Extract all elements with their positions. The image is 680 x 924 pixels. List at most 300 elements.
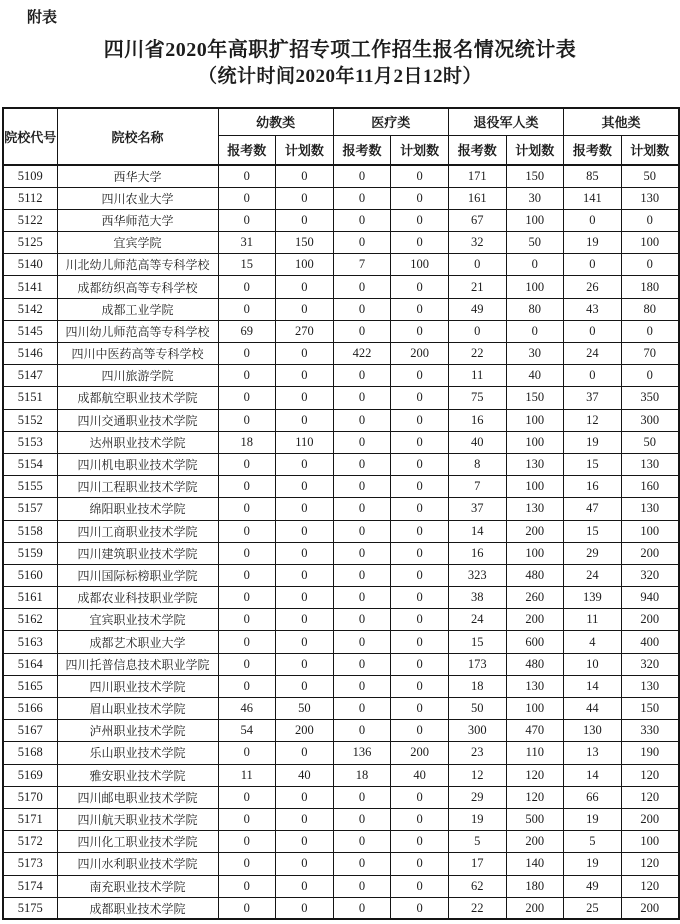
institution-code-cell: 5174 [3, 875, 57, 897]
subheader-applicants: 报考数 [218, 135, 276, 165]
value-cell: 150 [276, 232, 334, 254]
value-cell: 0 [218, 675, 276, 697]
value-cell: 100 [506, 698, 564, 720]
value-cell: 136 [333, 742, 391, 764]
value-cell: 24 [448, 609, 506, 631]
value-cell: 0 [276, 897, 334, 919]
value-cell: 100 [506, 209, 564, 231]
institution-name-cell: 四川职业技术学院 [57, 675, 218, 697]
value-cell: 19 [564, 853, 622, 875]
institution-code-cell: 5157 [3, 498, 57, 520]
value-cell: 110 [506, 742, 564, 764]
value-cell: 320 [621, 653, 679, 675]
header-group-row [3, 108, 679, 135]
value-cell: 940 [621, 587, 679, 609]
col-header-institution-code: 院校代号 [3, 108, 57, 165]
value-cell: 120 [506, 764, 564, 786]
value-cell: 300 [621, 409, 679, 431]
value-cell: 54 [218, 720, 276, 742]
value-cell: 0 [276, 808, 334, 830]
value-cell: 141 [564, 187, 622, 209]
value-cell: 0 [218, 520, 276, 542]
table-row [3, 254, 679, 276]
value-cell: 0 [276, 875, 334, 897]
value-cell: 0 [218, 453, 276, 475]
institution-name-cell: 四川建筑职业技术学院 [57, 542, 218, 564]
institution-name-cell: 南充职业技术学院 [57, 875, 218, 897]
value-cell: 0 [218, 587, 276, 609]
institution-name-cell: 四川中医药高等专科学校 [57, 343, 218, 365]
value-cell: 150 [506, 387, 564, 409]
value-cell: 0 [333, 276, 391, 298]
institution-name-cell: 成都纺织高等专科学校 [57, 276, 218, 298]
institution-code-cell: 5141 [3, 276, 57, 298]
value-cell: 0 [276, 653, 334, 675]
institution-name-cell: 四川工商职业技术学院 [57, 520, 218, 542]
value-cell: 0 [506, 320, 564, 342]
value-cell: 0 [276, 476, 334, 498]
institution-name-cell: 四川农业大学 [57, 187, 218, 209]
value-cell: 0 [333, 675, 391, 697]
value-cell: 0 [333, 698, 391, 720]
value-cell: 323 [448, 564, 506, 586]
value-cell: 25 [564, 897, 622, 919]
value-cell: 0 [391, 786, 449, 808]
value-cell: 0 [506, 254, 564, 276]
value-cell: 0 [333, 853, 391, 875]
institution-name-cell: 西华师范大学 [57, 209, 218, 231]
value-cell: 0 [391, 609, 449, 631]
value-cell: 130 [506, 498, 564, 520]
value-cell: 0 [391, 276, 449, 298]
value-cell: 18 [333, 764, 391, 786]
institution-name-cell: 四川机电职业技术学院 [57, 453, 218, 475]
value-cell: 11 [448, 365, 506, 387]
value-cell: 400 [621, 631, 679, 653]
value-cell: 0 [276, 542, 334, 564]
institution-code-cell: 5151 [3, 387, 57, 409]
title-block [0, 37, 680, 90]
value-cell: 0 [333, 831, 391, 853]
value-cell: 0 [391, 409, 449, 431]
value-cell: 0 [391, 209, 449, 231]
value-cell: 0 [333, 808, 391, 830]
value-cell: 32 [448, 232, 506, 254]
value-cell: 0 [564, 365, 622, 387]
value-cell: 30 [506, 187, 564, 209]
value-cell: 0 [391, 720, 449, 742]
value-cell: 62 [448, 875, 506, 897]
subheader-planned: 计划数 [621, 135, 679, 165]
institution-name-cell: 四川幼儿师范高等专科学校 [57, 320, 218, 342]
institution-code-cell: 5154 [3, 453, 57, 475]
value-cell: 0 [218, 631, 276, 653]
value-cell: 0 [564, 254, 622, 276]
value-cell: 422 [333, 343, 391, 365]
value-cell: 0 [391, 698, 449, 720]
value-cell: 0 [333, 875, 391, 897]
institution-code-cell: 5153 [3, 431, 57, 453]
value-cell: 0 [218, 897, 276, 919]
institution-code-cell: 5122 [3, 209, 57, 231]
institution-code-cell: 5166 [3, 698, 57, 720]
table-row [3, 786, 679, 808]
value-cell: 0 [276, 209, 334, 231]
value-cell: 0 [218, 786, 276, 808]
institution-code-cell: 5172 [3, 831, 57, 853]
value-cell: 0 [391, 187, 449, 209]
value-cell: 0 [391, 808, 449, 830]
value-cell: 200 [391, 343, 449, 365]
table-row [3, 209, 679, 231]
value-cell: 0 [276, 609, 334, 631]
table-row [3, 232, 679, 254]
institution-code-cell: 5175 [3, 897, 57, 919]
value-cell: 0 [391, 831, 449, 853]
value-cell: 0 [333, 409, 391, 431]
value-cell: 0 [448, 320, 506, 342]
value-cell: 29 [448, 786, 506, 808]
value-cell: 22 [448, 343, 506, 365]
value-cell: 120 [621, 764, 679, 786]
value-cell: 0 [391, 453, 449, 475]
subheader-planned: 计划数 [391, 135, 449, 165]
subheader-planned: 计划数 [276, 135, 334, 165]
table-row [3, 720, 679, 742]
value-cell: 40 [276, 764, 334, 786]
institution-name-cell: 西华大学 [57, 165, 218, 187]
table-row [3, 431, 679, 453]
value-cell: 0 [333, 298, 391, 320]
value-cell: 0 [218, 609, 276, 631]
institution-code-cell: 5169 [3, 764, 57, 786]
institution-code-cell: 5162 [3, 609, 57, 631]
value-cell: 0 [391, 476, 449, 498]
value-cell: 0 [276, 742, 334, 764]
table-row [3, 498, 679, 520]
value-cell: 200 [506, 831, 564, 853]
value-cell: 0 [218, 653, 276, 675]
institution-name-cell: 四川工程职业技术学院 [57, 476, 218, 498]
value-cell: 0 [276, 564, 334, 586]
institution-name-cell: 绵阳职业技术学院 [57, 498, 218, 520]
value-cell: 480 [506, 653, 564, 675]
institution-name-cell: 四川交通职业技术学院 [57, 409, 218, 431]
value-cell: 12 [448, 764, 506, 786]
table-row [3, 675, 679, 697]
value-cell: 0 [276, 675, 334, 697]
table-row [3, 631, 679, 653]
value-cell: 100 [276, 254, 334, 276]
col-header-institution-name: 院校名称 [57, 108, 218, 165]
value-cell: 67 [448, 209, 506, 231]
value-cell: 0 [621, 365, 679, 387]
document-subtitle: （统计时间2020年11月2日12时） [198, 66, 482, 87]
value-cell: 0 [276, 409, 334, 431]
value-cell: 0 [391, 653, 449, 675]
value-cell: 110 [276, 431, 334, 453]
table-row [3, 831, 679, 853]
value-cell: 31 [218, 232, 276, 254]
value-cell: 19 [564, 431, 622, 453]
value-cell: 173 [448, 653, 506, 675]
value-cell: 19 [564, 808, 622, 830]
value-cell: 0 [276, 365, 334, 387]
value-cell: 120 [621, 786, 679, 808]
value-cell: 100 [506, 431, 564, 453]
value-cell: 0 [276, 587, 334, 609]
institution-code-cell: 5152 [3, 409, 57, 431]
value-cell: 0 [276, 520, 334, 542]
institution-code-cell: 5173 [3, 853, 57, 875]
value-cell: 15 [564, 453, 622, 475]
table-row [3, 365, 679, 387]
stats-table [2, 107, 680, 920]
value-cell: 130 [621, 498, 679, 520]
value-cell: 0 [391, 853, 449, 875]
table-row [3, 564, 679, 586]
value-cell: 200 [621, 542, 679, 564]
value-cell: 180 [621, 276, 679, 298]
value-cell: 49 [448, 298, 506, 320]
value-cell: 0 [391, 165, 449, 187]
value-cell: 0 [391, 520, 449, 542]
value-cell: 350 [621, 387, 679, 409]
value-cell: 0 [218, 187, 276, 209]
value-cell: 0 [391, 897, 449, 919]
table-row [3, 542, 679, 564]
value-cell: 0 [333, 165, 391, 187]
institution-code-cell: 5168 [3, 742, 57, 764]
value-cell: 29 [564, 542, 622, 564]
institution-code-cell: 5125 [3, 232, 57, 254]
value-cell: 43 [564, 298, 622, 320]
corner-label: 附表 [27, 10, 58, 26]
institution-name-cell: 泸州职业技术学院 [57, 720, 218, 742]
value-cell: 0 [391, 298, 449, 320]
value-cell: 0 [621, 209, 679, 231]
table-row [3, 409, 679, 431]
value-cell: 140 [506, 853, 564, 875]
value-cell: 100 [506, 476, 564, 498]
value-cell: 24 [564, 564, 622, 586]
value-cell: 18 [448, 675, 506, 697]
value-cell: 470 [506, 720, 564, 742]
value-cell: 0 [276, 187, 334, 209]
value-cell: 50 [506, 232, 564, 254]
institution-name-cell: 四川邮电职业技术学院 [57, 786, 218, 808]
value-cell: 0 [391, 431, 449, 453]
table-row [3, 609, 679, 631]
value-cell: 37 [448, 498, 506, 520]
value-cell: 500 [506, 808, 564, 830]
value-cell: 0 [564, 320, 622, 342]
value-cell: 0 [333, 365, 391, 387]
value-cell: 100 [621, 232, 679, 254]
value-cell: 0 [218, 875, 276, 897]
value-cell: 0 [333, 587, 391, 609]
value-cell: 139 [564, 587, 622, 609]
institution-code-cell: 5140 [3, 254, 57, 276]
value-cell: 480 [506, 564, 564, 586]
value-cell: 120 [506, 786, 564, 808]
subheader-applicants: 报考数 [564, 135, 622, 165]
table-row [3, 520, 679, 542]
table-row [3, 387, 679, 409]
value-cell: 200 [506, 520, 564, 542]
value-cell: 5 [448, 831, 506, 853]
value-cell: 200 [621, 897, 679, 919]
value-cell: 11 [218, 764, 276, 786]
institution-name-cell: 乐山职业技术学院 [57, 742, 218, 764]
value-cell: 200 [506, 609, 564, 631]
table-row [3, 875, 679, 897]
value-cell: 0 [564, 209, 622, 231]
institution-name-cell: 宜宾学院 [57, 232, 218, 254]
value-cell: 0 [621, 254, 679, 276]
value-cell: 0 [276, 387, 334, 409]
value-cell: 150 [506, 165, 564, 187]
value-cell: 180 [506, 875, 564, 897]
value-cell: 50 [621, 431, 679, 453]
table-header [3, 108, 679, 165]
value-cell: 7 [333, 254, 391, 276]
value-cell: 0 [391, 498, 449, 520]
table-row [3, 320, 679, 342]
institution-code-cell: 5163 [3, 631, 57, 653]
value-cell: 330 [621, 720, 679, 742]
value-cell: 0 [218, 298, 276, 320]
table-row [3, 343, 679, 365]
value-cell: 0 [276, 786, 334, 808]
institution-code-cell: 5158 [3, 520, 57, 542]
value-cell: 130 [621, 675, 679, 697]
value-cell: 100 [621, 520, 679, 542]
value-cell: 0 [218, 276, 276, 298]
value-cell: 200 [506, 897, 564, 919]
value-cell: 26 [564, 276, 622, 298]
value-cell: 40 [506, 365, 564, 387]
group-header-other: 其他类 [564, 108, 679, 135]
value-cell: 0 [621, 320, 679, 342]
institution-code-cell: 5171 [3, 808, 57, 830]
value-cell: 0 [391, 587, 449, 609]
institution-name-cell: 川北幼儿师范高等专科学校 [57, 254, 218, 276]
value-cell: 40 [391, 764, 449, 786]
institution-name-cell: 四川国际标榜职业学院 [57, 564, 218, 586]
value-cell: 15 [564, 520, 622, 542]
value-cell: 130 [506, 675, 564, 697]
value-cell: 69 [218, 320, 276, 342]
subheader-applicants: 报考数 [333, 135, 391, 165]
value-cell: 19 [564, 232, 622, 254]
value-cell: 4 [564, 631, 622, 653]
value-cell: 161 [448, 187, 506, 209]
institution-code-cell: 5112 [3, 187, 57, 209]
value-cell: 14 [564, 675, 622, 697]
value-cell: 40 [448, 431, 506, 453]
value-cell: 0 [333, 232, 391, 254]
value-cell: 17 [448, 853, 506, 875]
value-cell: 0 [448, 254, 506, 276]
institution-name-cell: 达州职业技术学院 [57, 431, 218, 453]
value-cell: 200 [621, 609, 679, 631]
institution-name-cell: 四川托普信息技术职业学院 [57, 653, 218, 675]
value-cell: 0 [333, 631, 391, 653]
value-cell: 15 [218, 254, 276, 276]
value-cell: 44 [564, 698, 622, 720]
value-cell: 8 [448, 453, 506, 475]
value-cell: 16 [448, 409, 506, 431]
table-row [3, 453, 679, 475]
value-cell: 200 [276, 720, 334, 742]
value-cell: 0 [333, 187, 391, 209]
institution-name-cell: 四川化工职业技术学院 [57, 831, 218, 853]
value-cell: 50 [448, 698, 506, 720]
document-title: 四川省2020年高职扩招专项工作招生报名情况统计表 [103, 39, 577, 61]
institution-name-cell: 成都农业科技职业学院 [57, 587, 218, 609]
value-cell: 24 [564, 343, 622, 365]
value-cell: 0 [276, 298, 334, 320]
value-cell: 0 [218, 831, 276, 853]
institution-code-cell: 5161 [3, 587, 57, 609]
table-row [3, 742, 679, 764]
table-row [3, 653, 679, 675]
value-cell: 0 [333, 453, 391, 475]
institution-code-cell: 5155 [3, 476, 57, 498]
value-cell: 200 [621, 808, 679, 830]
group-header-veterans: 退役军人类 [448, 108, 563, 135]
value-cell: 160 [621, 476, 679, 498]
value-cell: 0 [333, 476, 391, 498]
institution-name-cell: 成都职业技术学院 [57, 897, 218, 919]
table-row [3, 698, 679, 720]
value-cell: 0 [333, 520, 391, 542]
value-cell: 171 [448, 165, 506, 187]
value-cell: 11 [564, 609, 622, 631]
value-cell: 0 [391, 875, 449, 897]
value-cell: 37 [564, 387, 622, 409]
value-cell: 190 [621, 742, 679, 764]
value-cell: 19 [448, 808, 506, 830]
value-cell: 0 [391, 564, 449, 586]
value-cell: 0 [391, 387, 449, 409]
institution-code-cell: 5164 [3, 653, 57, 675]
value-cell: 46 [218, 698, 276, 720]
subheader-applicants: 报考数 [448, 135, 506, 165]
institution-name-cell: 宜宾职业技术学院 [57, 609, 218, 631]
value-cell: 16 [564, 476, 622, 498]
value-cell: 100 [391, 254, 449, 276]
value-cell: 0 [276, 631, 334, 653]
value-cell: 0 [218, 564, 276, 586]
value-cell: 16 [448, 542, 506, 564]
table-body [3, 165, 679, 919]
value-cell: 0 [218, 476, 276, 498]
value-cell: 38 [448, 587, 506, 609]
value-cell: 0 [218, 165, 276, 187]
institution-name-cell: 成都工业学院 [57, 298, 218, 320]
value-cell: 0 [276, 853, 334, 875]
value-cell: 0 [333, 720, 391, 742]
value-cell: 50 [276, 698, 334, 720]
institution-code-cell: 5165 [3, 675, 57, 697]
subheader-planned: 计划数 [506, 135, 564, 165]
institution-name-cell: 成都艺术职业大学 [57, 631, 218, 653]
value-cell: 270 [276, 320, 334, 342]
value-cell: 0 [276, 276, 334, 298]
institution-code-cell: 5147 [3, 365, 57, 387]
